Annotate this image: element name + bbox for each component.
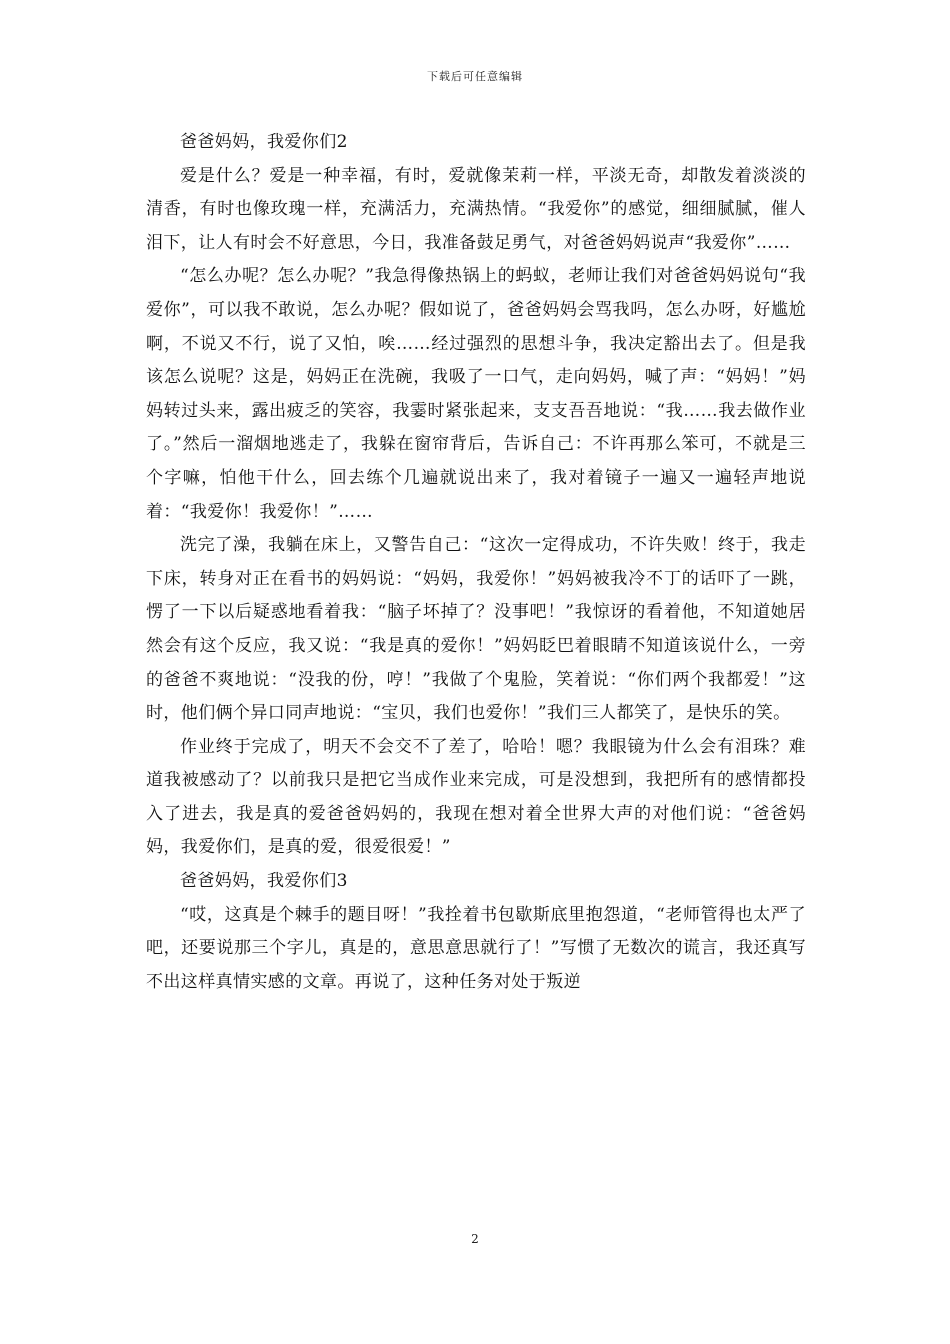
section-heading: 爸爸妈妈，我爱你们2 [180, 132, 348, 152]
section-heading: 爸爸妈妈，我爱你们3 [180, 871, 348, 892]
paragraph: “怎么办呢？怎么办呢？”我急得像热锅上的蚂蚁，老师让我们对爸爸妈妈说句“我爱你”，可以我不敢说，怎么办呢？假如说了，爸爸妈妈会骂我吗，怎么办呀，好尴尬啊，不说又不行，说了又怕，唉……经过强烈的思想斗争，我决定豁出去了。但是我该怎么说呢？这是，妈妈正在洗碗，我吸了一口气，走向妈妈，喊了声：“妈妈！”妈妈转过头来，露出疲乏的笑容，我霎时紧张起来，支支吾吾地说：“我……我去做作业了。”然后一溜烟地逃走了，我躲在窗帘背后，告诉自己：不许再那么笨可，不就是三个字嘛，怕他干什么，回去练个几遍就说出来了，我对着镜子一遍又一遍轻声地说着：“我爱你！我爱你！”…… [146, 266, 806, 522]
page-header: 下载后可任意编辑 [427, 70, 523, 83]
paragraph: 作业终于完成了，明天不会交不了差了，哈哈！嗯？我眼镜为什么会有泪珠？难道我被感动了？以前我只是把它当成作业来完成，可是没想到，我把所有的感情都投入了进去，我是真的爱爸爸妈妈的，我现在想对着全世界大声的对他们说：“爸爸妈妈，我爱你们，是真的爱，很爱很爱！” [146, 736, 806, 858]
page-number: 2 [471, 1232, 479, 1246]
paragraph: “哎，这真是个棘手的题目呀！”我拴着书包歇斯底里抱怨道，“老师管得也太严了吧，还要说那三个字儿，真是的，意思意思就行了！”写惯了无数次的谎言，我还真写不出这样真情实感的文章。再说了，这种任务对处于叛逆 [146, 904, 806, 992]
article-body [146, 126, 806, 999]
paragraph: 爱是什么？爱是一种幸福，有时，爱就像茉莉一样，平淡无奇，却散发着淡淡的清香，有时也像玫瑰一样，充满活力，充满热情。“我爱你”的感觉，细细腻腻，催人泪下，让人有时会不好意思，今日，我准备鼓足勇气，对爸爸妈妈说声“我爱你”…… [146, 165, 806, 253]
paragraph: 洗完了澡，我躺在床上，又警告自己：“这次一定得成功，不许失败！终于，我走下床，转身对正在看书的妈妈说：“妈妈，我爱你！”妈妈被我冷不丁的话吓了一跳，愣了一下以后疑惑地看着我：“脑子坏掉了？没事吧！”我惊讶的看着他，不知道她居然会有这个反应，我又说：“我是真的爱你！”妈妈眨巴着眼睛不知道该说什么，一旁的爸爸不爽地说：“没我的份，哼！”我做了个鬼脸，笑着说：“你们两个我都爱！”这时，他们俩个异口同声地说：“宝贝，我们也爱你！”我们三人都笑了，是快乐的笑。 [146, 535, 806, 724]
